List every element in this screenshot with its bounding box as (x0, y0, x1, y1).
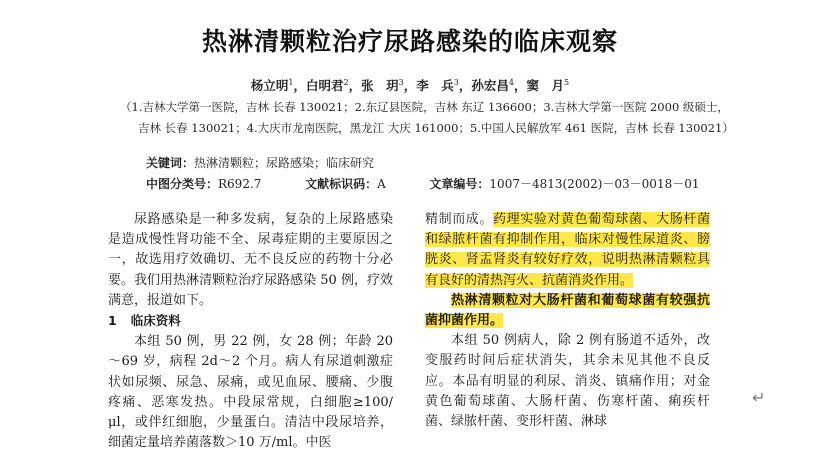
author-name: 张 玥 (361, 78, 399, 93)
clinical-data-paragraph: 本组 50 例，男 22 例，女 28 例；年龄 20～69 岁，病程 2d～2 个月。病人有尿道刺激症状如尿频、尿急、尿痛，或见血尿、腰痛、少腹疼痛、恶寒发热。中段尿常规，白细胞≥100/μl，或伴红细胞，少量蛋白。清洁中段尿培养，细菌定量培养菌落数＞10 万/ml。中医 (108, 334, 393, 451)
author-sup: 3 (453, 77, 459, 87)
author-separator: ， (403, 78, 417, 93)
right-column (425, 210, 710, 432)
author-name: 窦 月 (526, 78, 565, 93)
highlighted-text: 药理实验对黄色葡萄球菌、大肠杆菌和绿脓杆菌有抑制作用，临床对慢性尿道炎、膀胱炎、肾盂肾炎有较好疗效，说明热淋清颗粒具有良好的清热泻火、抗菌消炎作用。 (425, 212, 710, 288)
clc-value: R692.7 (218, 177, 262, 191)
author-list (0, 76, 820, 94)
paper-title: 热淋清颗粒治疗尿路感染的临床观察 (201, 27, 618, 56)
section-title: 临床资料 (130, 313, 181, 329)
pharmacology-paragraph (425, 210, 710, 291)
left-column (108, 210, 393, 453)
author-sup: 4 (508, 77, 514, 87)
author-name: 李 兵 (416, 78, 454, 93)
author-separator: ， (513, 78, 527, 93)
section-heading (108, 311, 393, 332)
antibacterial-paragraph (425, 291, 710, 331)
clc-label: 中图分类号： (146, 177, 219, 191)
section-number: 1 (108, 313, 117, 329)
author-sup: 2 (343, 77, 349, 87)
author-sup: 5 (564, 77, 570, 87)
author-name: 白明君 (306, 78, 344, 93)
classification-line (146, 175, 699, 192)
doc-code-value: A (377, 177, 386, 191)
author-name: 杨立明 (250, 78, 289, 93)
author-sup: 1 (288, 77, 294, 87)
affiliation-line-1: （1.吉林大学第一医院，吉林 长春 130021；2.东辽县医院，吉林 东辽 136600；3.吉林大学第一医院 2000 级硕士， (120, 100, 729, 114)
paragraph-lead: 精制而成。 (425, 212, 493, 227)
author-separator: ， (348, 78, 362, 93)
article-number-value: 1007－4813(2002)－03－0018－01 (489, 177, 700, 191)
doc-code-label: 文献标识码： (305, 177, 378, 191)
author-separator: ， (293, 78, 306, 93)
intro-paragraph: 尿路感染是一种多发病，复杂的上尿路感染是造成慢性肾功能不全、尿毒症期的主要原因之一，故选用疗效确切、无不良反应的药物十分必要。我们用热淋清颗粒治疗尿路感染 50 例，疗效满意，报道如下。 (108, 212, 393, 308)
author-sup: 3 (398, 77, 404, 87)
return-arrow-icon: ↵ (752, 388, 766, 407)
keywords-value: 热淋清颗粒；尿路感染；临床研究 (194, 156, 375, 170)
highlighted-text: 热淋清颗粒对大肠杆菌和葡萄球菌有较强抗菌抑菌作用。 (425, 292, 710, 329)
adverse-effects-paragraph: 本组 50 例病人，除 2 例有肠道不适外，改变服药时间后症状消失，其余未见其他不良反应。本品有明显的利尿、消炎、镇痛作用；对金黄色葡萄球菌、大肠杆菌、伤寒杆菌、痢疾杆菌、绿脓杆菌、变形杆菌、淋球 (425, 333, 710, 430)
author-separator: ， (458, 78, 472, 93)
article-number-label: 文章编号： (429, 177, 490, 191)
author-name: 孙宏昌 (471, 78, 509, 93)
keywords-label: 关键词： (146, 156, 195, 170)
affiliation-line-2: 吉林 长春 130021；4.大庆市龙南医院，黑龙江 大庆 161000；5.中国人民解放军 461 医院，吉林 长春 130021） (138, 121, 734, 135)
keywords-line (146, 154, 374, 171)
